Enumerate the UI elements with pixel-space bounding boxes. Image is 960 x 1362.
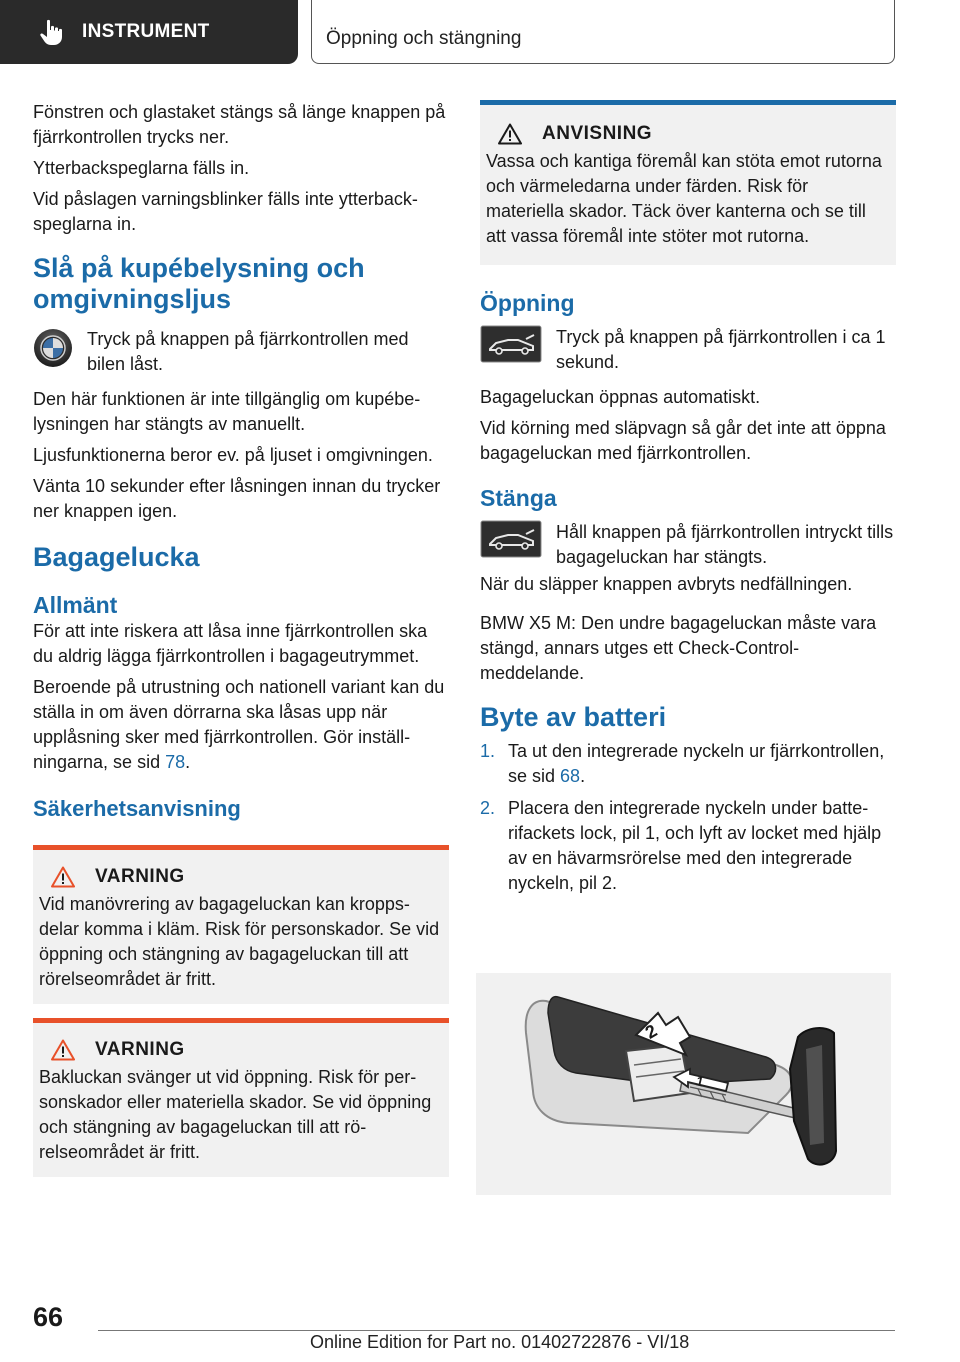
paragraph: Vid påslagen varningsblinker fälls inte ytterbackspeglarna in. bbox=[33, 189, 418, 234]
paragraph: Fönstren och glastaket stängs så länge knappen på fjärrkontrollen trycks ner. bbox=[33, 102, 446, 147]
warning-text: Bakluckan svänger ut vid öppning. Risk för personskador eller materiella skador. Se vid öppning och stängning av bagageluckan till att rörelseområdet är fritt. bbox=[39, 1067, 432, 1162]
list-item: 2. Placera den integrerade nyckeln under batterifackets lock, pil 1, och lyft av locket med hjälp av en hävarmsrörelse med den integrerade nyckeln, pil 2. bbox=[480, 796, 896, 896]
notice-triangle-icon bbox=[498, 123, 522, 145]
paragraph: För att inte riskera att låsa inne fjärrkontrollen ska du aldrig lägga fjärrkontrollen i bagageutrymmet. bbox=[33, 621, 428, 666]
warning-box-2 bbox=[33, 1018, 449, 1177]
trunk-button-icon bbox=[480, 325, 542, 363]
page-header bbox=[0, 0, 960, 66]
remote-button-instruction bbox=[33, 327, 449, 377]
list-number: 2. bbox=[480, 798, 496, 818]
close-instruction bbox=[480, 520, 896, 570]
heading-trunk: Bagagelucka bbox=[33, 542, 200, 572]
paragraph: Vänta 10 sekunder efter låsningen innan du trycker ner knappen igen. bbox=[33, 476, 441, 521]
paragraph: Bagageluckan öppnas automatiskt. bbox=[480, 387, 761, 407]
battery-replacement-figure bbox=[476, 973, 891, 1195]
page-link-78[interactable]: 78 bbox=[165, 752, 186, 772]
list-number: 1. bbox=[480, 741, 496, 761]
page-number: 66 bbox=[33, 1302, 64, 1332]
left-column bbox=[33, 100, 449, 1177]
heading-interior-light: Slå på kupébelysning och omgivningsljus bbox=[33, 253, 365, 314]
figure-label-1: 1 bbox=[694, 1073, 706, 1090]
warning-text: Vid manövrering av bagageluckan kan kroppsdelar komma i kläm. Risk för personskador. Se vid öppning och stängning av bagageluckan till att rörelseområdet är fritt. bbox=[39, 894, 440, 989]
paragraph: Ljusfunktionerna beror ev. på ljuset i omgivningen. bbox=[33, 445, 433, 465]
hand-pointer-icon bbox=[36, 17, 66, 47]
warning-box-1 bbox=[33, 845, 449, 1004]
chapter-title: Öppning och stängning bbox=[311, 0, 895, 64]
paragraph-with-link: Beroende på utrustning och nationell variant kan du ställa in om även dörrarna ska låsas upp när upplåsning sker med fjärrkontrollen. Gör inställningarna, se sid 78. bbox=[33, 677, 445, 772]
footer-divider bbox=[98, 1330, 895, 1331]
paragraph: Vid körning med släpvagn så går det inte att öppna bagageluckan med fjärrkontrollen. bbox=[480, 418, 886, 463]
instruction-text: Håll knappen på fjärrkontrollen intryckt tills bagageluckan har stängts. bbox=[556, 522, 894, 567]
trunk-button-icon bbox=[480, 520, 542, 558]
paragraph: Den här funktionen är inte tillgänglig om kupébelysningen har stängts av manuellt. bbox=[33, 389, 421, 434]
bmw-logo-button-icon bbox=[33, 327, 73, 369]
heading-opening: Öppning bbox=[480, 290, 575, 316]
section-title: INSTRUMENT bbox=[82, 21, 210, 42]
right-column bbox=[480, 100, 896, 903]
note-box bbox=[480, 100, 896, 265]
page-link-68[interactable]: 68 bbox=[560, 766, 581, 786]
heading-battery: Byte av batteri bbox=[480, 702, 667, 732]
instruction-text: Tryck på knappen på fjärrkontrollen i ca 1 sekund. bbox=[556, 327, 886, 372]
warning-title: VARNING bbox=[95, 866, 185, 887]
open-instruction bbox=[480, 325, 896, 375]
list-item: 1. Ta ut den integrerade nyckeln ur fjärrkontrollen, se sid 68. bbox=[480, 739, 896, 789]
figure-label-2: 2 bbox=[641, 1020, 661, 1043]
warning-triangle-icon bbox=[51, 1039, 75, 1061]
paragraph: När du släpper knappen avbryts nedfällningen. bbox=[480, 574, 853, 594]
heading-safety: Säkerhetsanvisning bbox=[33, 796, 241, 821]
section-tab[interactable] bbox=[0, 0, 298, 64]
heading-closing: Stänga bbox=[480, 485, 557, 511]
paragraph: BMW X5 M: Den undre bagageluckan måste vara stängd, annars utges ett Check-Control-meddelande. bbox=[480, 613, 877, 683]
paragraph: Ytterbackspeglarna fälls in. bbox=[33, 158, 250, 178]
note-title: ANVISNING bbox=[542, 123, 653, 144]
key-fob-illustration bbox=[476, 973, 891, 1195]
note-text: Vassa och kantiga föremål kan stöta emot rutorna och värmeledarna under färden. Risk för materiella skador. Täck över kanterna och se till att vassa föremål inte stöter mot rutorna. bbox=[486, 151, 882, 246]
instruction-text: Tryck på knappen på fjärrkontrollen med bilen låst. bbox=[87, 329, 409, 374]
heading-general: Allmänt bbox=[33, 592, 118, 618]
warning-title: VARNING bbox=[95, 1039, 185, 1060]
footer-edition: Online Edition for Part no. 01402722876 - VI/18 bbox=[310, 1332, 690, 1352]
warning-triangle-icon bbox=[51, 866, 75, 888]
